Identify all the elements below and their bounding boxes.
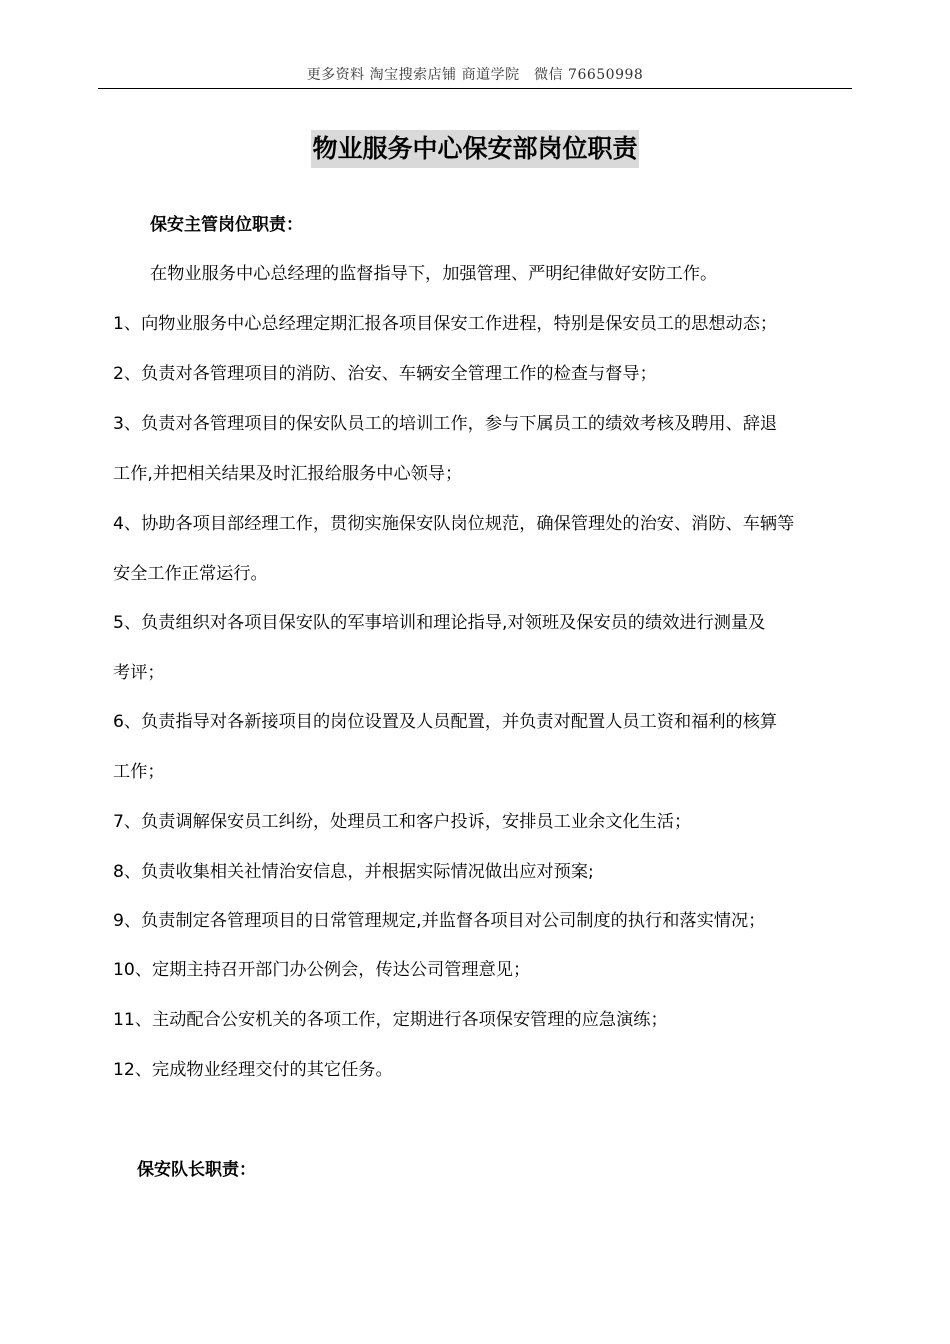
duty-line: 10、定期主持召开部门办公例会，传达公司管理意见； [113, 960, 531, 980]
duty-line: 12、完成物业经理交付的其它任务。 [113, 1060, 393, 1080]
duty-line: 4、协助各项目部经理工作，贯彻实施保安队岗位规范，确保管理处的治安、消防、车辆等 [113, 514, 795, 534]
document-title-block [0, 130, 950, 168]
duty-line: 工作,并把相关结果及时汇报给服务中心领导； [113, 464, 463, 484]
header-text: 更多资料 淘宝搜索店铺 商道学院 微信 76650998 [306, 67, 644, 83]
duty-line: 考评； [113, 663, 165, 683]
duty-line: 7、负责调解保安员工纠纷，处理员工和客户投诉，安排员工业余文化生活； [113, 812, 692, 832]
duty-line: 3、负责对各管理项目的保安队员工的培训工作，参与下属员工的绩效考核及聘用、辞退 [113, 414, 778, 434]
duty-line: 安全工作正常运行。 [113, 564, 268, 584]
duty-line: 6、负责指导对各新接项目的岗位设置及人员配置，并负责对配置人员工资和福利的核算 [113, 712, 778, 732]
duty-line: 8、负责收集相关社情治安信息，并根据实际情况做出应对预案; [113, 862, 594, 882]
supervisor-heading: 保安主管岗位职责： [150, 215, 303, 235]
duty-line: 11、主动配合公安机关的各项工作，定期进行各项保安管理的应急演练； [113, 1010, 668, 1030]
supervisor-intro: 在物业服务中心总经理的监督指导下，加强管理、严明纪律做好安防工作。 [150, 264, 718, 284]
captain-heading: 保安队长职责： [137, 1160, 256, 1180]
duty-line: 工作； [113, 762, 165, 782]
document-title: 物业服务中心保安部岗位职责 [311, 130, 638, 168]
duty-line: 9、负责制定各管理项目的日常管理规定,并监督各项目对公司制度的执行和落实情况； [113, 911, 766, 931]
page-header [98, 64, 852, 89]
duty-line: 5、负责组织对各项目保安队的军事培训和理论指导,对领班及保安员的绩效进行测量及 [113, 613, 766, 633]
duty-line: 2、负责对各管理项目的消防、治安、车辆安全管理工作的检查与督导； [113, 364, 657, 384]
duty-line: 1、向物业服务中心总经理定期汇报各项目保安工作进程，特别是保安员工的思想动态； [113, 314, 778, 334]
